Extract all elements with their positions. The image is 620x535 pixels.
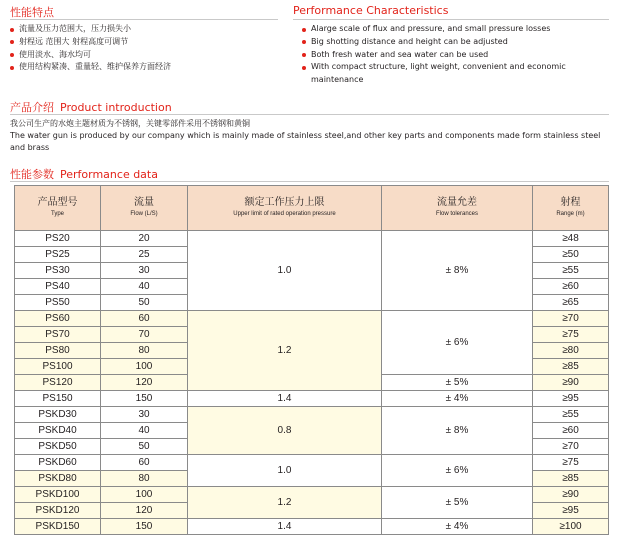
divider <box>10 114 609 115</box>
header-tolerance: 流量允差 Flow tolerances <box>382 186 533 231</box>
cell-flow: 100 <box>101 359 188 375</box>
cell-flow: 50 <box>101 295 188 311</box>
table-row <box>15 487 609 503</box>
feature-item: Alarge scale of flux and pressure, and small pressure losses <box>302 23 612 36</box>
performance-title-en: Performance data <box>60 168 158 181</box>
divider <box>10 181 609 182</box>
features-en-title: Performance Characteristics <box>293 4 449 17</box>
cell-type: PSKD80 <box>15 471 101 487</box>
intro-title-en: Product introduction <box>60 101 172 114</box>
header-type: 产品型号 Type <box>15 186 101 231</box>
cell-flow: 30 <box>101 407 188 423</box>
cell-pressure: 1.0 <box>188 455 382 487</box>
cell-range: ≥55 <box>533 407 609 423</box>
cell-flow: 120 <box>101 375 188 391</box>
cell-range: ≥75 <box>533 327 609 343</box>
cell-type: PSKD100 <box>15 487 101 503</box>
cell-flow: 100 <box>101 487 188 503</box>
cell-type: PSKD50 <box>15 439 101 455</box>
feature-item: 使用结构紧凑、重量轻、维护保养方面经济 <box>10 61 280 74</box>
header-flow: 流量 Flow (L/S) <box>101 186 188 231</box>
cell-pressure: 0.8 <box>188 407 382 455</box>
table-row <box>15 311 609 327</box>
table-row <box>15 455 609 471</box>
cell-pressure: 1.4 <box>188 519 382 535</box>
feature-item: 射程远 范围大 射程高度可调节 <box>10 36 280 49</box>
features-en-list <box>302 23 612 87</box>
header-pressure: 额定工作压力上限 Upper limit of rated operation pressure <box>188 186 382 231</box>
cell-tolerance: ± 4% <box>382 391 533 407</box>
table-row <box>15 391 609 407</box>
cell-tolerance: ± 6% <box>382 311 533 375</box>
cell-range: ≥60 <box>533 279 609 295</box>
divider <box>10 19 278 20</box>
cell-range: ≥95 <box>533 391 609 407</box>
cell-pressure: 1.4 <box>188 391 382 407</box>
cell-range: ≥65 <box>533 295 609 311</box>
cell-tolerance: ± 8% <box>382 407 533 455</box>
cell-type: PS25 <box>15 247 101 263</box>
header-range: 射程 Range (m) <box>533 186 609 231</box>
cell-tolerance: ± 5% <box>382 487 533 519</box>
cell-range: ≥70 <box>533 439 609 455</box>
performance-table <box>14 185 609 535</box>
cell-range: ≥50 <box>533 247 609 263</box>
cell-type: PS150 <box>15 391 101 407</box>
cell-tolerance: ± 5% <box>382 375 533 391</box>
cell-type: PSKD40 <box>15 423 101 439</box>
performance-title-zh: 性能参数 <box>10 168 54 181</box>
cell-flow: 150 <box>101 519 188 535</box>
feature-item: 使用淡水、海水均可 <box>10 49 280 62</box>
intro-text-zh: 我公司生产的水炮主题材质为不锈钢，关键零部件采用不锈钢和黄铜 <box>10 119 250 128</box>
cell-type: PS100 <box>15 359 101 375</box>
cell-pressure: 1.2 <box>188 311 382 391</box>
cell-range: ≥100 <box>533 519 609 535</box>
feature-item: 流量及压力范围大，压力损失小 <box>10 23 280 36</box>
cell-flow: 80 <box>101 343 188 359</box>
cell-range: ≥55 <box>533 263 609 279</box>
intro-title <box>10 99 172 115</box>
feature-item: With compact structure, light weight, convenient and economic maintenance <box>302 61 612 87</box>
cell-flow: 30 <box>101 263 188 279</box>
cell-flow: 25 <box>101 247 188 263</box>
cell-type: PSKD120 <box>15 503 101 519</box>
cell-flow: 80 <box>101 471 188 487</box>
features-zh-title: 性能特点 <box>10 6 54 19</box>
cell-type: PS30 <box>15 263 101 279</box>
cell-flow: 50 <box>101 439 188 455</box>
cell-range: ≥85 <box>533 471 609 487</box>
cell-flow: 60 <box>101 455 188 471</box>
cell-pressure: 1.2 <box>188 487 382 519</box>
cell-tolerance: ± 4% <box>382 519 533 535</box>
cell-flow: 60 <box>101 311 188 327</box>
cell-flow: 120 <box>101 503 188 519</box>
cell-range: ≥60 <box>533 423 609 439</box>
cell-type: PS60 <box>15 311 101 327</box>
cell-type: PS120 <box>15 375 101 391</box>
cell-range: ≥70 <box>533 311 609 327</box>
table-header-row <box>15 186 609 231</box>
cell-flow: 40 <box>101 279 188 295</box>
cell-type: PS70 <box>15 327 101 343</box>
cell-pressure: 1.0 <box>188 231 382 311</box>
table-row <box>15 231 609 247</box>
cell-tolerance: ± 6% <box>382 455 533 487</box>
intro-title-zh: 产品介绍 <box>10 101 54 114</box>
cell-type: PS50 <box>15 295 101 311</box>
cell-range: ≥90 <box>533 375 609 391</box>
divider <box>293 19 609 20</box>
feature-item: Both fresh water and sea water can be used <box>302 49 612 62</box>
performance-title <box>10 166 158 182</box>
cell-range: ≥75 <box>533 455 609 471</box>
cell-range: ≥85 <box>533 359 609 375</box>
cell-flow: 20 <box>101 231 188 247</box>
cell-flow: 40 <box>101 423 188 439</box>
feature-item: Big shotting distance and height can be adjusted <box>302 36 612 49</box>
cell-range: ≥90 <box>533 487 609 503</box>
cell-range: ≥80 <box>533 343 609 359</box>
cell-range: ≥48 <box>533 231 609 247</box>
cell-type: PSKD60 <box>15 455 101 471</box>
cell-type: PSKD150 <box>15 519 101 535</box>
features-zh-list <box>10 23 280 74</box>
cell-range: ≥95 <box>533 503 609 519</box>
cell-flow: 70 <box>101 327 188 343</box>
cell-tolerance: ± 8% <box>382 231 533 311</box>
cell-type: PS40 <box>15 279 101 295</box>
cell-flow: 150 <box>101 391 188 407</box>
table-row <box>15 519 609 535</box>
intro-text-en: The water gun is produced by our company which is mainly made of stainless steel,and other key parts and components made form stainless steel and brass <box>10 131 601 152</box>
cell-type: PS20 <box>15 231 101 247</box>
table-row <box>15 407 609 423</box>
cell-type: PSKD30 <box>15 407 101 423</box>
cell-type: PS80 <box>15 343 101 359</box>
